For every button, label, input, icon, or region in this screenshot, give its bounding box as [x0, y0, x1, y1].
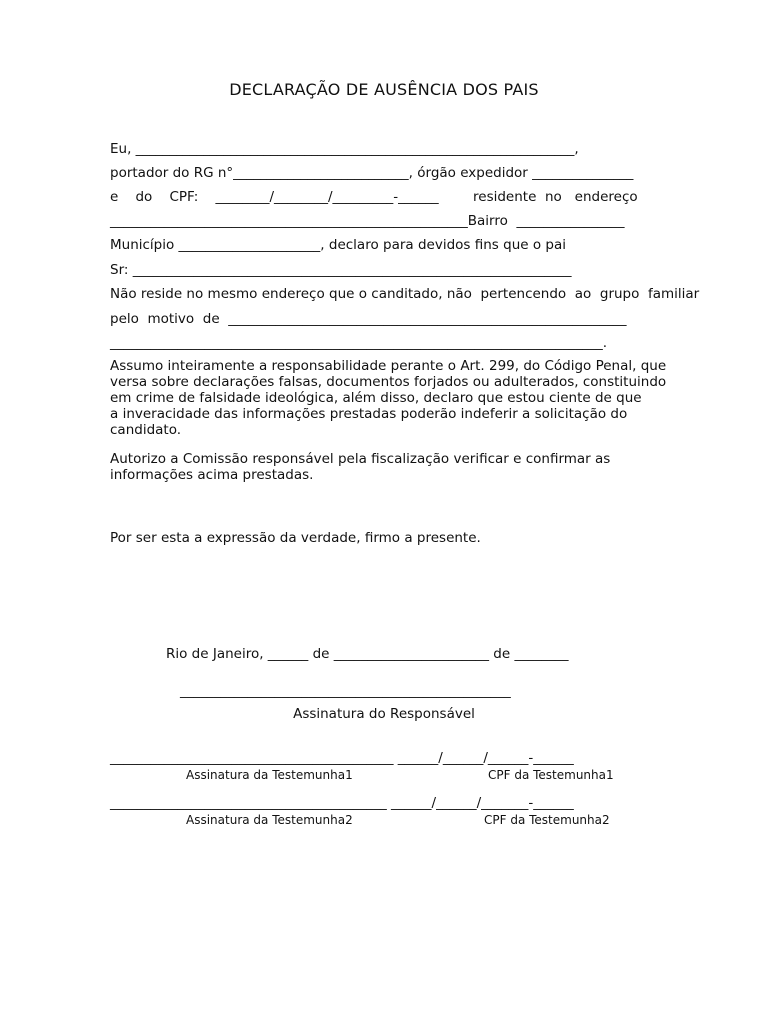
- paragraph-line: em crime de falsidade ideológica, além disso, declaro que estou ciente de que: [110, 390, 642, 406]
- witness1-signature-line: __________________________________________ ______/______/______-______: [110, 750, 574, 766]
- form-line-cpf: e do CPF: ________/________/_________-______ residente no endereço: [110, 189, 638, 205]
- paragraph-line: versa sobre declarações falsas, documentos forjados ou adulterados, constituindo: [110, 374, 667, 390]
- paragraph-line: informações acima prestadas.: [110, 467, 314, 483]
- document-title: DECLARAÇÃO DE AUSÊNCIA DOS PAIS: [229, 80, 539, 99]
- responsibility-paragraph: [110, 358, 720, 438]
- witness2-signature-label: Assinatura da Testemunha2: [186, 813, 353, 827]
- paragraph-line: Assumo inteiramente a responsabilidade perante o Art. 299, do Código Penal, que: [110, 358, 667, 374]
- responsible-signature-label: Assinatura do Responsável: [293, 706, 475, 722]
- form-line-father: Sr: _________________________________________________________________: [110, 262, 572, 278]
- paragraph-line: Autorizo a Comissão responsável pela fiscalização verificar e confirmar as: [110, 451, 611, 467]
- date-line: Rio de Janeiro, ______ de _______________________ de ________: [166, 646, 569, 662]
- witness2-signature-line: _________________________________________ ______/______/_______-______: [110, 795, 574, 811]
- form-line-address: _____________________________________________________Bairro ________________: [110, 213, 625, 229]
- paragraph-line: candidato.: [110, 422, 182, 438]
- form-line-not-reside: Não reside no mesmo endereço que o canditado, não pertencendo ao grupo familiar: [110, 286, 700, 302]
- authorization-paragraph: [110, 451, 720, 483]
- form-line-rg: portador do RG n°__________________________, órgão expedidor _______________: [110, 165, 634, 181]
- closing-statement: Por ser esta a expressão da verdade, firmo a presente.: [110, 530, 481, 546]
- witness2-cpf-label: CPF da Testemunha2: [484, 813, 610, 827]
- witness1-signature-label: Assinatura da Testemunha1: [186, 768, 353, 782]
- form-line-municipality: Município _____________________, declaro para devidos fins que o pai: [110, 237, 566, 253]
- form-line-reason-cont: _________________________________________________________________________.: [110, 335, 608, 351]
- form-line-name: Eu, _________________________________________________________________,: [110, 141, 579, 157]
- witness1-cpf-label: CPF da Testemunha1: [488, 768, 614, 782]
- responsible-signature-line: _________________________________________________: [180, 683, 511, 699]
- form-line-reason: pelo motivo de ___________________________________________________________: [110, 311, 627, 327]
- paragraph-line: a inveracidade das informações prestadas poderão indeferir a solicitação do: [110, 406, 628, 422]
